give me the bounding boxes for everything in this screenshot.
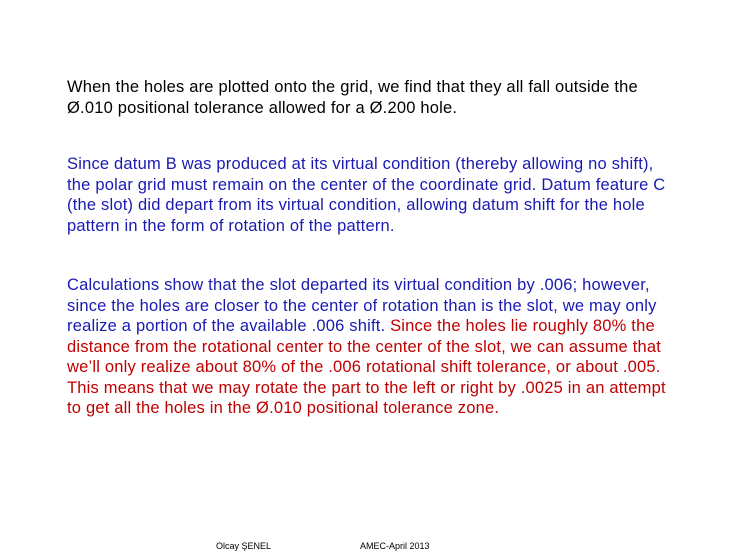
paragraph-calculations [67, 275, 667, 419]
paragraph-holes-plotted: When the holes are plotted onto the grid, we find that they all fall outside the Ø.010 positional tolerance allowed for a Ø.200 hole. [67, 78, 638, 117]
footer-author: Olcay ŞENEL [216, 541, 272, 551]
paragraph-datum-b: Since datum B was produced at its virtual condition (thereby allowing no shift), the polar grid must remain on the center of the coordinate grid. Datum feature C (the slot) did depart from its virtual condition, allowing datum shift for the hole pattern in the form of rotation of the pattern. [67, 155, 666, 235]
calculations-text: Calculations show that the slot departed its virtual condition by .006; however, since the holes are closer to the center of rotation than is the slot, we may only realize a portion of the available .006 shift. [67, 276, 657, 335]
footer-event: AMEC-April 2013 [360, 541, 430, 551]
rotation-text: Since the holes lie roughly 80% the distance from the rotational center to the center of the slot, we can assume that we’ll only realize about 80% of the .006 rotational shift tolerance, or about .005. This means that we may rotate the part to the left or right by .0025 in an attempt to get all the holes in the Ø.010 positional tolerance zone. [67, 317, 666, 417]
